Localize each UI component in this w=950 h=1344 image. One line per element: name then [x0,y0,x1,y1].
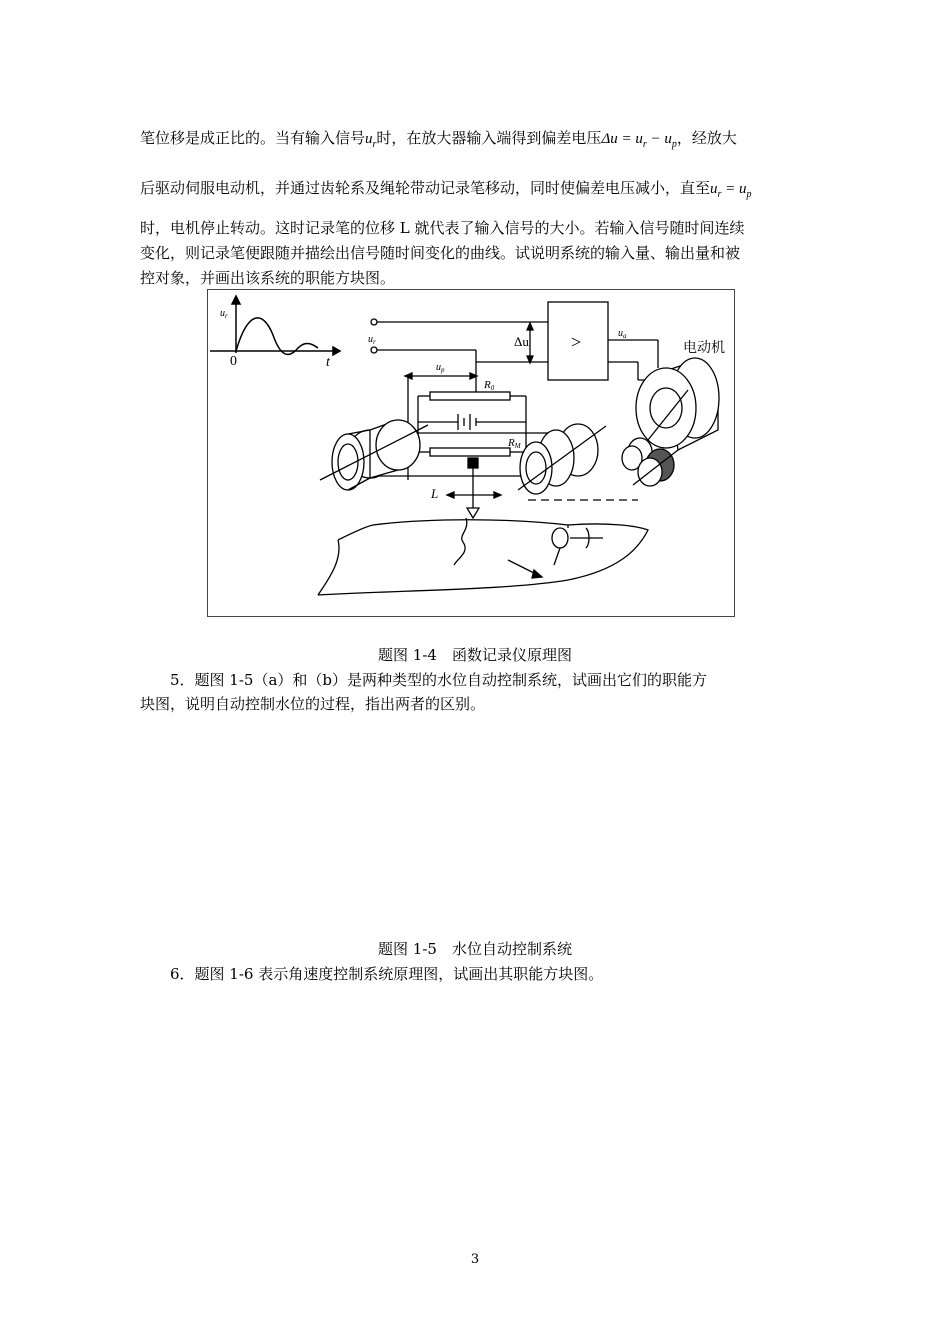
middle-pulley [518,424,606,494]
svg-text:ur: $u_r$ [368,334,376,346]
r0-label: R [484,379,491,391]
ur-terminal-label: u [368,334,373,345]
math-delta-equation: $\Delta u = u_r - u_p$ [601,131,677,150]
paragraph-line-5: 控对象，并画出该系统的职能方块图。 [140,269,396,287]
delta-u-label: Δu [514,334,529,349]
displacement-label: L [431,486,439,501]
amplifier-symbol: > [571,332,582,352]
input-signal-graph [210,296,340,355]
graph-ur-label: u [220,308,225,319]
math-equality: $u_r = u_p$ [710,181,752,200]
svg-text:RM: RM [508,437,521,450]
svg-text:ua: $u_a$ [618,328,627,340]
math-ur: $u_r$ [365,131,377,150]
svg-text:ur: $u_r$ [220,308,228,320]
text-segment: 时，在放大器输入端得到偏差电压 [376,129,602,147]
page-number: 3 [470,1252,480,1267]
rm-label: R [508,437,515,449]
paragraph-line-2 [140,178,812,205]
graph-time-label: t [326,355,330,370]
text-segment: 后驱动伺服电动机，并通过齿轮系及绳轮带动记录笔移动，同时使偏差电压减小，直至 [140,179,711,197]
motor-label: 电动机 [683,340,725,356]
item-6: 6．题图 1-6 表示角速度控制系统原理图，试画出其职能方块图。 [170,965,604,983]
text-segment: 笔位移是成正比的。当有输入信号 [140,129,366,147]
up-label: u [436,362,441,373]
item-5-line-1: 5．题图 1-5（a）和（b）是两种类型的水位自动控制系统，试画出它们的职能方 [170,671,708,689]
figure-caption-1-4: 题图 1-4 函数记录仪原理图 [378,646,572,664]
ua-label: u [618,328,623,339]
item-5-line-2: 块图，说明自动控制水位的过程，指出两者的区别。 [140,695,486,713]
recording-paper [318,518,648,595]
svg-text:up: $u_p$ [436,362,445,374]
paragraph-line-3: 时，电机停止转动。这时记录笔的位移 L 就代表了输入信号的大小。若输入信号随时间连续 [140,219,745,237]
servo-motor [622,358,719,486]
svg-text:Δu [514,334,529,349]
graph-origin-label: 0 [230,354,237,369]
left-pulley [320,420,428,490]
paragraph-line-1 [140,128,812,155]
figure-function-recorder [207,289,735,617]
text-segment: ，经放大 [676,129,737,147]
svg-text:R0: R0 [484,379,495,392]
paragraph-line-4: 变化，则记录笔便跟随并描绘出信号随时间变化的曲线。试说明系统的输入量、输出量和被 [140,244,741,262]
figure-caption-1-5: 题图 1-5 水位自动控制系统 [378,940,572,958]
